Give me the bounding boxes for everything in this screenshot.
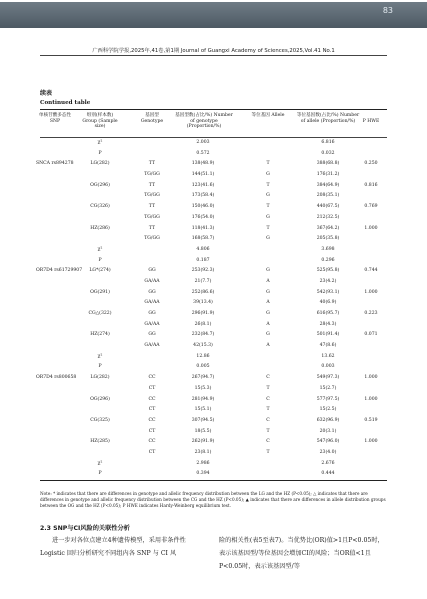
cell-n-allele: 28(4.3) [319, 321, 337, 327]
cell-n-allele: 6.816 [321, 140, 335, 145]
cell-p: 0.250 [364, 161, 378, 167]
cell-genotype: TT [148, 204, 156, 210]
cell-group: χ² [97, 246, 103, 252]
col-header-p: P HWE [362, 119, 380, 124]
cell-n-genotype: 2.003 [196, 140, 210, 145]
cell-n-allele: 205(35.8) [316, 236, 340, 242]
col-header-genotype: 基因型 Genotype [140, 113, 164, 124]
cell-allele: T [266, 428, 270, 434]
cell-allele: G [266, 172, 270, 178]
cell-allele: G [266, 311, 270, 316]
cell-n-allele: 525(95.8) [316, 268, 340, 274]
cell-n-allele: 3.698 [321, 246, 335, 252]
cell-n-allele: 23(4.2) [319, 278, 337, 284]
table-row [40, 341, 387, 352]
cell-p: 1.000 [364, 439, 378, 445]
cell-allele: A [266, 343, 270, 349]
cell-allele: G [266, 214, 270, 220]
cell-n-allele: 577(97.5) [316, 396, 340, 402]
cell-genotype: CC [148, 396, 156, 402]
cell-n-allele: 20(3.1) [319, 428, 337, 434]
cell-genotype: GG [148, 332, 156, 338]
table-row [40, 427, 387, 438]
table-row [40, 320, 387, 331]
table-note: Note: * indicates that there are differences in genotype and allelic frequency distribution between the LG and the HZ (P<0.05); △ indicates that there are differences in genotype and allelic frequency distribution between the CG and the HZ (P<0.05); ▲ indicates that there are differences in allele distribution groups between the OG and the HZ (P<0.05); P HWE indicates Hardy-Weinberg equilibrium test. [40, 491, 386, 508]
table-row [40, 191, 387, 202]
cell-group: LG(282) [90, 375, 110, 381]
cell-p: 0.519 [364, 417, 378, 423]
cell-n-genotype: 123(41.6) [191, 182, 215, 188]
cell-p: 1.000 [364, 289, 378, 295]
cell-n-allele: 501(91.4) [316, 332, 340, 338]
table-row [40, 256, 387, 267]
cell-allele: A [266, 300, 270, 306]
cell-n-genotype: 173(58.4) [191, 193, 215, 199]
cell-group: P [98, 364, 102, 370]
cell-snp: SNCA rs894278 [36, 161, 74, 167]
cell-n-genotype: 118(41.3) [191, 225, 215, 231]
cell-n-genotype: 4.806 [196, 246, 210, 252]
table-row [40, 309, 387, 320]
cell-p: 1.000 [364, 375, 378, 381]
table-title-en: Continued table [40, 100, 91, 106]
cell-n-genotype: 21(7.7) [194, 278, 212, 284]
cell-genotype: TT [148, 161, 156, 167]
cell-allele: T [266, 225, 270, 231]
table-row [40, 138, 387, 149]
cell-n-allele: 13.62 [321, 353, 335, 359]
cell-genotype: TG/GG [144, 214, 160, 220]
header-bar [0, 2, 427, 28]
cell-n-allele: 2.676 [321, 460, 335, 466]
cell-n-allele: 15(2.5) [319, 407, 337, 413]
cell-group: OG(296) [90, 182, 110, 188]
cell-allele: G [266, 193, 270, 199]
cell-genotype: GG [148, 268, 156, 274]
cell-allele: G [266, 268, 270, 274]
data-table [36, 109, 387, 481]
header-rule [40, 55, 387, 56]
table-row [36, 373, 387, 384]
table-row [40, 469, 387, 480]
col-header-allele: 等位基因 Allele [251, 113, 285, 118]
cell-n-genotype: 252(86.6) [191, 289, 215, 295]
cell-group: HZ(285) [90, 439, 110, 445]
table-bottom-rule [40, 480, 387, 481]
cell-n-allele: 367(64.2) [316, 225, 340, 231]
cell-n-allele: 40(6.9) [319, 300, 337, 306]
table-row [40, 234, 387, 245]
cell-genotype: CC [148, 417, 156, 423]
col-header-n-allele: 等位基因数(占比/%) Number of allele (Proportion/%) [296, 113, 360, 124]
cell-n-genotype: 253(92.3) [191, 268, 215, 274]
cell-n-genotype: 296(91.9) [191, 311, 215, 316]
cell-genotype: GG [148, 311, 156, 316]
cell-n-genotype: 176(54.0) [191, 214, 215, 220]
cell-n-allele: 176(31.2) [316, 172, 340, 178]
cell-p: 0.071 [364, 332, 378, 338]
cell-p: 0.769 [364, 204, 378, 210]
cell-n-allele: 23(4.0) [319, 449, 337, 455]
cell-n-allele: 384(64.9) [316, 182, 340, 188]
cell-n-allele: 0.003 [321, 364, 335, 370]
cell-group: χ² [97, 140, 103, 145]
col-header-snp: 单核苷酸多态性 SNP [38, 113, 72, 124]
table-row [40, 448, 387, 459]
cell-group: P [98, 150, 102, 156]
cell-n-genotype: 150(46.0) [191, 204, 215, 210]
table-row [40, 245, 387, 256]
cell-genotype: GA/AA [144, 278, 160, 284]
cell-allele: C [266, 375, 270, 381]
cell-group: OG(296) [90, 396, 110, 402]
cell-n-genotype: 0.394 [196, 471, 210, 477]
cell-genotype: GA/AA [144, 300, 160, 306]
cell-n-allele: 616(95.7) [316, 311, 340, 316]
cell-allele: A [266, 278, 270, 284]
table-header [40, 110, 387, 137]
table-row [40, 459, 387, 470]
table-row [40, 298, 387, 309]
cell-group: χ² [97, 460, 103, 466]
cell-n-genotype: 39(13.4) [193, 300, 213, 306]
cell-genotype: CT [148, 407, 156, 413]
cell-genotype: CT [148, 428, 156, 434]
cell-allele: A [266, 321, 270, 327]
cell-n-allele: 632(96.9) [316, 417, 340, 423]
table-row [40, 149, 387, 160]
cell-group: CG(325) [90, 417, 110, 423]
cell-n-genotype: 0.005 [196, 364, 210, 370]
cell-n-genotype: 281(94.9) [191, 396, 215, 402]
cell-allele: G [266, 332, 270, 338]
cell-n-genotype: 42(15.3) [193, 343, 213, 349]
table-row [40, 224, 387, 235]
cell-genotype: TG/GG [144, 236, 160, 242]
cell-p: 1.000 [364, 225, 378, 231]
cell-n-allele: 212(32.5) [316, 214, 340, 220]
cell-allele: T [266, 449, 270, 455]
col-header-n-genotype: 基因型数(占比/%) Number of genotype (Proportion/%) [175, 113, 233, 129]
cell-allele: C [266, 417, 270, 423]
cell-group: CG(326) [90, 204, 110, 210]
cell-genotype: CT [148, 449, 156, 455]
cell-p: 0.223 [364, 311, 378, 316]
cell-snp: OR7D4 rs61729907 [36, 268, 83, 274]
cell-genotype: CT [148, 385, 156, 391]
cell-n-allele: 440(67.5) [316, 204, 340, 210]
cell-n-genotype: 0.187 [196, 257, 210, 263]
cell-group: HZ(286) [90, 225, 110, 231]
cell-n-genotype: 232(84.7) [191, 332, 215, 338]
cell-group: CG△(322) [88, 311, 112, 316]
cell-n-allele: 0.296 [321, 257, 335, 263]
cell-group: LG*(274) [89, 268, 111, 274]
table-row [40, 352, 387, 363]
cell-genotype: CC [148, 439, 156, 445]
table-row [40, 202, 387, 213]
cell-n-genotype: 12.86 [196, 353, 210, 359]
page-number: 83 [382, 6, 393, 15]
table-row [40, 277, 387, 288]
table-row [40, 330, 387, 341]
page-header [0, 0, 427, 52]
table-title-cn: 续表 [40, 90, 53, 97]
cell-n-allele: 0.032 [321, 150, 335, 156]
table-row [40, 362, 387, 373]
cell-n-genotype: 15(5.3) [194, 385, 212, 391]
table-row [40, 288, 387, 299]
cell-group: HZ(274) [90, 332, 110, 338]
cell-n-genotype: 2.986 [196, 460, 210, 466]
table-row [40, 213, 387, 224]
cell-snp: OR7D4 rs800658 [36, 375, 77, 381]
table-row [40, 405, 387, 416]
cell-genotype: CC [148, 375, 156, 381]
cell-n-allele: 549(97.3) [316, 375, 340, 381]
cell-group: P [98, 471, 102, 477]
cell-n-genotype: 18(5.5) [194, 428, 212, 434]
cell-n-allele: 208(35.1) [316, 193, 340, 199]
cell-genotype: TG/GG [144, 193, 160, 199]
table-row [40, 416, 387, 427]
table-row [40, 181, 387, 192]
table-body [36, 138, 387, 480]
cell-group: P [98, 257, 102, 263]
body-text-left: 进一步对各位点建立4种遗传模型，采用非条件性 Logistic 回归分析研究不同组内各 SNP 与 CI 风 [40, 537, 186, 557]
cell-n-genotype: 0.572 [196, 150, 210, 156]
col-header-group: 组别(样本数) Group (Sample size) [82, 113, 118, 129]
cell-allele: G [266, 289, 270, 295]
cell-n-genotype: 138(48.9) [191, 161, 215, 167]
journal-line: 广西科学院学报,2025年,41卷,第1期 Journal of Guangxi Academy of Sciences,2025,Vol.41 No.1 [92, 48, 335, 54]
cell-n-genotype: 144(51.1) [191, 172, 215, 178]
cell-allele: T [266, 385, 270, 391]
cell-n-genotype: 26(8.1) [194, 321, 212, 327]
cell-n-genotype: 267(94.7) [191, 375, 215, 381]
cell-genotype: TT [148, 225, 156, 231]
table-row [40, 170, 387, 181]
cell-allele: C [266, 396, 270, 402]
table-row [36, 159, 387, 170]
cell-n-genotype: 307(94.5) [191, 417, 215, 423]
cell-genotype: GA/AA [144, 343, 160, 349]
cell-allele: C [266, 439, 270, 445]
section-heading: 2.3 SNP与CI风险的关联性分析 [40, 525, 130, 532]
cell-p: 0.744 [364, 268, 378, 274]
cell-group: χ² [97, 353, 103, 359]
cell-n-genotype: 15(5.1) [194, 407, 212, 413]
cell-group: LG(282) [90, 161, 110, 167]
cell-n-allele: 547(96.0) [316, 439, 340, 445]
cell-genotype: GA/AA [144, 321, 160, 327]
cell-n-allele: 15(2.7) [319, 385, 337, 391]
cell-n-genotype: 23(8.1) [194, 449, 212, 455]
cell-n-allele: 0.444 [321, 471, 335, 477]
cell-n-allele: 388(68.8) [316, 161, 340, 167]
cell-allele: T [266, 161, 270, 167]
cell-allele: T [266, 407, 270, 413]
table-row [36, 266, 387, 277]
cell-allele: T [266, 204, 270, 210]
cell-n-allele: 542(93.1) [316, 289, 340, 295]
cell-genotype: TT [148, 182, 156, 188]
cell-genotype: GG [148, 289, 156, 295]
table-row [40, 437, 387, 448]
cell-group: OG(291) [90, 289, 110, 295]
table-row [40, 395, 387, 406]
body-text-right: 险的相关性(表5至表7)。当优势比(OR)值>1且P<0.05时，表示该基因型/等位基因会增加CI的风险；当OR值<1且P<0.05时，表示该基因型/等 [219, 537, 384, 570]
cell-n-genotype: 262(91.9) [191, 439, 215, 445]
cell-p: 1.000 [364, 396, 378, 402]
cell-allele: G [266, 236, 270, 242]
cell-p: 0.816 [364, 182, 378, 188]
cell-n-allele: 47(8.6) [319, 343, 337, 349]
cell-n-genotype: 168(58.7) [191, 236, 215, 242]
cell-allele: T [266, 182, 270, 188]
cell-genotype: TG/GG [144, 172, 160, 178]
table-row [40, 384, 387, 395]
